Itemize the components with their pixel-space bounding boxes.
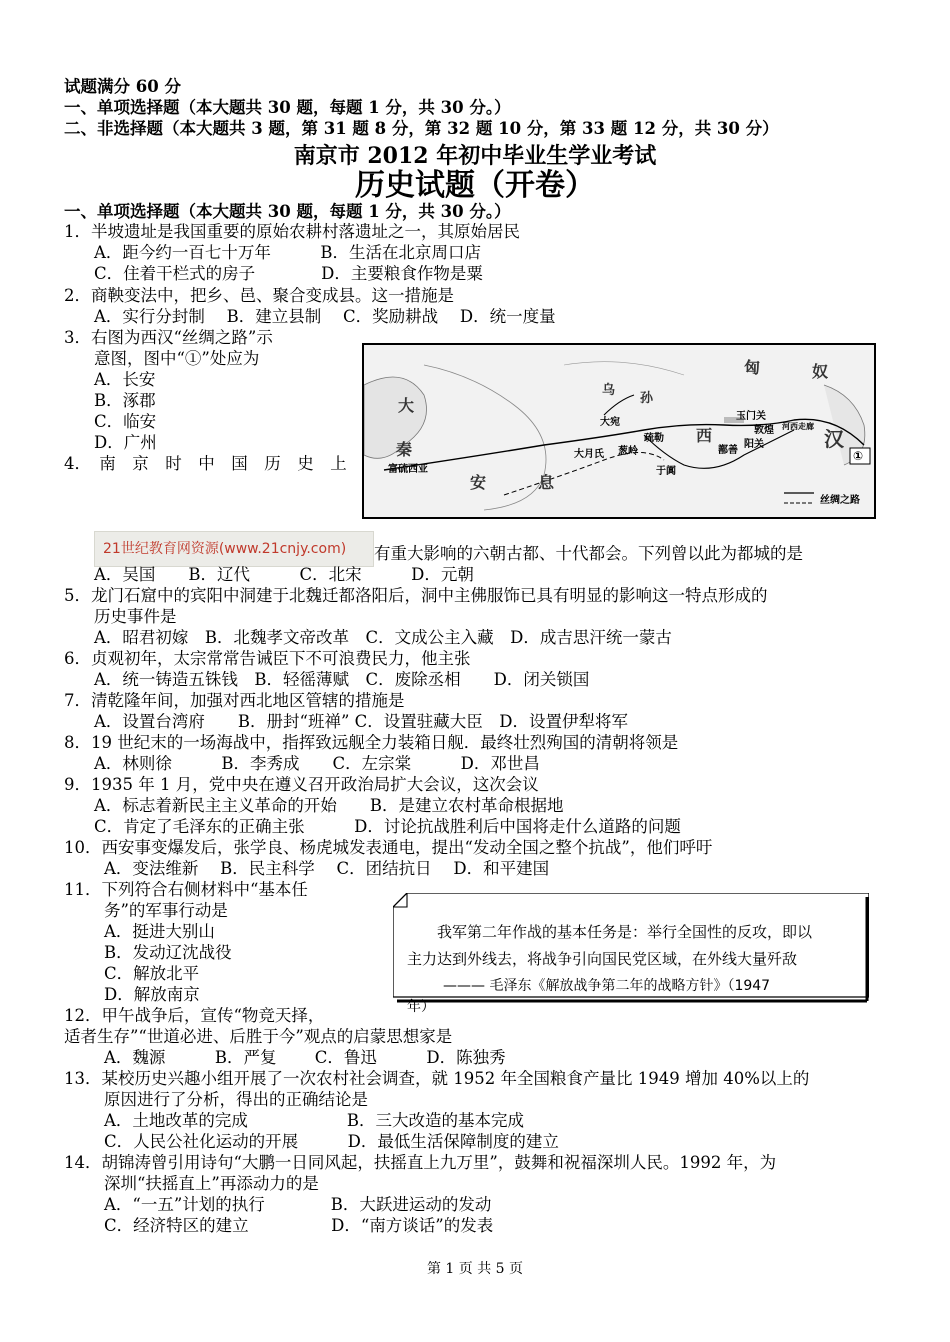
q3-stem-line1: 3．右图为西汉“丝绸之路”示	[64, 328, 273, 347]
map-label-congling: 葱岭	[618, 446, 638, 457]
quote-line1: 我军第二年作战的基本任务是：举行全国性的反攻，即以	[437, 923, 813, 941]
map-label-yangguan: 阳关	[744, 439, 764, 450]
map-label-xiyu: 西	[696, 426, 713, 445]
q12-stem-line2: 适者生存”“世道必进、后胜于今”观点的启蒙思想家是	[64, 1027, 453, 1046]
q4-options-row1: A．吴国 B．辽代 C．北宋 D．元朝	[94, 565, 474, 584]
exam-title: 南京市 2012 年初中毕业生学业考试	[293, 143, 657, 169]
map-label-dayuezhi: 大月氏	[574, 449, 604, 460]
quote-line2: 主力达到外线去，将战争引向国民党区域，在外线大量歼敌	[407, 950, 798, 968]
page-footer: 第 1 页 共 5 页	[426, 1261, 524, 1277]
q1-options-row1: A．距今约一百七十万年 B．生活在北京周口店	[94, 243, 482, 262]
q9-options-row1: A．标志着新民主主义革命的开始 B．是建立农村革命根据地	[94, 796, 564, 815]
q11-option-b: B．发动辽沈战役	[104, 943, 232, 962]
q14-stem-line1: 14．胡锦涛曾引用诗句“大鹏一日同风起，扶摇直上九万里”，鼓舞和祝福深圳人民。1992 年，为	[64, 1153, 777, 1172]
section1-heading: 一、单项选择题（本大题共 30 题，每题 1 分，共 30 分。）	[64, 202, 511, 221]
q10-stem: 10．西安事变爆发后，张学良、杨虎城发表通电，提出“发动全国之整个抗战”，他们呼吁	[64, 838, 713, 857]
map-label-fuliu: 富硫西亚	[388, 464, 428, 475]
q5-stem-line1: 5．龙门石窟中的宾阳中洞建于北魏迁都洛阳后，洞中主佛服饰已具有明显的影响这一特点形成的	[64, 586, 768, 605]
q11-option-a: A．挺进大别山	[104, 922, 215, 941]
map-label-wusun-1: 乌	[602, 383, 616, 398]
total-score: 试题满分 60 分	[64, 77, 181, 96]
q13-stem-line1: 13．某校历史兴趣小组开展了一次农村社会调查，就 1952 年全国粮食产量比 1949 增加 40%以上的	[64, 1069, 810, 1088]
q2-stem: 2．商鞅变法中，把乡、邑、聚合变成县。这一措施是	[64, 286, 454, 305]
map-label-dayuan: 大宛	[600, 417, 620, 428]
map-label-shule: 疏勒	[644, 433, 664, 444]
q9-options-row2: C．肯定了毛泽东的正确主张 D．讨论抗战胜利后中国将走什么道路的问题	[94, 817, 681, 836]
map-label-shanshan: 鄯善	[718, 445, 738, 456]
map-label-dunhuang: 敦煌	[754, 425, 774, 436]
map-marker-1: ①	[853, 449, 864, 463]
watermark-logo: 21世纪教育网资源(www.21cnjy.com)	[94, 531, 374, 567]
q6-options-row1: A．统一铸造五铢钱 B．轻徭薄赋 C．废除丞相 D．闭关锁国	[94, 670, 590, 689]
q4-stem-line1: 4． 南 京 时 中 国 历 史 上	[64, 454, 347, 473]
q11-stem-line2: 务”的军事行动是	[104, 901, 228, 920]
q11-stem-line1: 11．下列符合右侧材料中“基本任	[64, 880, 308, 899]
q3-option-b: B．涿郡	[94, 391, 156, 410]
q8-options-row1: A．林则徐 B．李秀成 C．左宗棠 D．邓世昌	[94, 754, 540, 773]
silk-road-map	[362, 343, 876, 519]
q12-options-row1: A．魏源 B．严复 C．鲁迅 D．陈独秀	[104, 1048, 506, 1067]
q1-stem: 1．半坡遗址是我国重要的原始农耕村落遗址之一，其原始居民	[64, 222, 520, 241]
map-label-han: 汉	[824, 427, 844, 451]
q3-option-a: A．长安	[94, 370, 156, 389]
q7-stem: 7．清乾隆年间，加强对西北地区管辖的措施是	[64, 691, 405, 710]
q11-option-c: C．解放北平	[104, 964, 200, 983]
q3-option-d: D．广州	[94, 433, 157, 452]
exam-subtitle: 历史试题（开卷）	[355, 168, 595, 203]
q14-options-row1: A．“一五”计划的执行 B．大跃进运动的发动	[104, 1195, 492, 1214]
map-label-daqin-2: 秦	[396, 440, 413, 459]
map-legend: 丝绸之路	[820, 495, 860, 506]
part2-info: 二、非选择题（本大题共 3 题，第 31 题 8 分，第 32 题 10 分，第 33 题 12 分，共 30 分）	[64, 119, 779, 138]
q10-options-row1: A．变法维新 B．民主科学 C．团结抗日 D．和平建国	[104, 859, 550, 878]
q13-stem-line2: 原因进行了分析，得出的正确结论是	[104, 1090, 368, 1109]
map-label-xiongnu-2: 奴	[812, 362, 829, 381]
q5-options-row1: A．昭君初嫁 B．北魏孝文帝改革 C．文成公主入藏 D．成吉思汗统一蒙古	[94, 628, 672, 647]
q13-options-row2: C．人民公社化运动的开展 D．最低生活保障制度的建立	[104, 1132, 559, 1151]
map-label-wusun-2: 孙	[640, 391, 654, 406]
q6-stem: 6．贞观初年，太宗常常告诫臣下不可浪费民力，他主张	[64, 649, 471, 668]
quote-box	[393, 893, 869, 1015]
q11-option-d: D．解放南京	[104, 985, 200, 1004]
map-label-anxi-2: 息	[538, 473, 555, 492]
map-label-xiongnu-1: 匈	[744, 358, 761, 377]
q8-stem: 8．19 世纪末的一场海战中，指挥致远舰全力装箱日舰．最终壮烈殉国的清朝将领是	[64, 733, 679, 752]
q5-stem-line2: 历史事件是	[94, 607, 177, 626]
q9-stem: 9．1935 年 1 月，党中央在遵义召开政治局扩大会议，这次会议	[64, 775, 539, 794]
quote-line3: ——— 毛泽东《解放战争第二年的战略方针》（1947	[443, 978, 771, 994]
q13-options-row1: A．土地改革的完成 B．三大改造的基本完成	[104, 1111, 525, 1130]
q7-options-row1: A．设置台湾府 B．册封“班禅” C．设置驻藏大臣 D．设置伊犁将军	[94, 712, 629, 731]
map-label-anxi-1: 安	[470, 473, 487, 492]
map-label-yumenguan: 玉门关	[736, 411, 766, 422]
quote-line4: 年）	[407, 999, 435, 1015]
map-label-yutian: 于阗	[656, 466, 676, 477]
q3-stem-line2: 意图，图中“①”处应为	[94, 349, 260, 368]
map-label-daqin-1: 大	[398, 396, 415, 415]
q2-options-row1: A．实行分封制 B．建立县制 C．奖励耕战 D．统一度量	[94, 307, 556, 326]
q3-option-c: C．临安	[94, 412, 157, 431]
q1-options-row2: C．住着干栏式的房子 D．主要粮食作物是粟	[94, 264, 483, 283]
q14-options-row2: C．经济特区的建立 D．“南方谈话”的发表	[104, 1216, 494, 1235]
map-label-hexi: 河西走廊	[782, 422, 814, 431]
q14-stem-line2: 深圳“扶摇直上”再添动力的是	[104, 1174, 319, 1193]
part1-info: 一、单项选择题（本大题共 30 题，每题 1 分，共 30 分。）	[64, 98, 511, 117]
q4-stem-line2: 有重大影响的六朝古都、十代都会。下列曾以此为都城的是	[374, 544, 803, 563]
q12-stem-line1: 12．甲午战争后，宣传“物竞天择，	[64, 1006, 325, 1025]
